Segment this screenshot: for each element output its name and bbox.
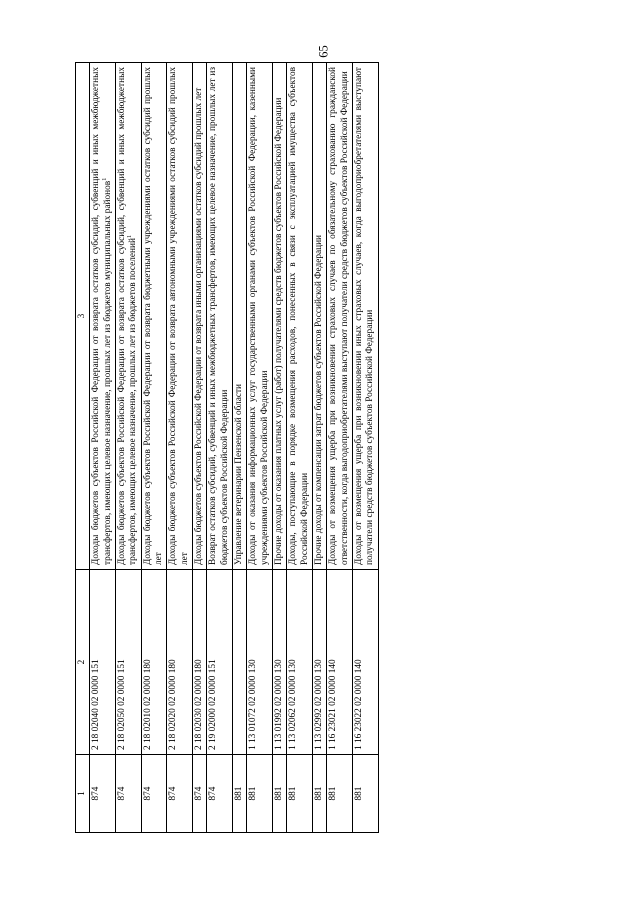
header-col-3: 3 [76,63,90,570]
header-col-2: 2 [76,570,90,755]
admin-code-cell: 881 [232,755,246,833]
table-row [247,63,273,833]
table-row [287,63,313,833]
budget-classification-code-cell: 2 18 02050 02 0000 151 [115,570,141,755]
revenue-description-text: Доходы от возмещения ущерба при возникновении страховых случаев по обязательному страхованию гражданской ответственности, когда выгодоприобретателями выступают получатели средств бюджетов субъектов Российской Федерации [328,67,350,565]
revenue-description-text: Доходы бюджетов субъектов Российской Федерации от возврата автономными учреждениями остатков субсидий прошлых лет [168,67,190,565]
table-header-row [76,63,90,833]
admin-code-cell: 881 [247,755,273,833]
table-row [272,63,286,833]
revenue-description-cell [115,63,141,570]
admin-code-cell: 881 [287,755,313,833]
budget-classification-code-cell: 1 13 01072 02 0000 130 [247,570,273,755]
budget-classification-code-cell: 2 18 02010 02 0000 180 [141,570,167,755]
admin-code-cell: 881 [312,755,326,833]
revenue-description-cell [141,63,167,570]
header-col-1: 1 [76,755,90,833]
table-row [207,63,233,833]
revenue-description-text: Управление ветеринарии Пензенской области [233,383,244,565]
budget-classification-code-cell [232,570,246,755]
budget-classification-code-cell: 1 13 01992 02 0000 130 [272,570,286,755]
revenue-description-cell [352,63,378,570]
admin-code-cell: 874 [207,755,233,833]
budget-classification-code-cell: 2 19 02000 02 0000 151 [207,570,233,755]
budget-classification-code-cell: 1 16 23021 02 0000 140 [327,570,353,755]
table-row [90,63,116,833]
table-row [167,63,193,833]
admin-code-cell: 874 [90,755,116,833]
revenue-description-text: Прочие доходы от компенсации затрат бюджетов субъектов Российской Федерации [313,234,324,565]
table-row [141,63,167,833]
revenue-description-text: Доходы от возмещения ущерба при возникновении иных страховых случаев, когда выгодоприобретателями выступают получатели средств бюджетов субъектов Российской Федерации [353,67,376,565]
footnote-mark: 1 [126,234,134,239]
admin-code-cell: 874 [115,755,141,833]
revenue-description-text: Доходы бюджетов субъектов Российской Федерации от возврата иными организациями остатков субсидий прошлых лет [193,87,204,565]
revenue-description-text: Доходы бюджетов субъектов Российской Федерации от возврата бюджетными учреждениями остатков субсидий прошлых лет [142,67,164,565]
table-row [192,63,206,833]
revenue-codes-table [75,62,379,833]
revenue-description-cell [192,63,206,570]
revenue-description-cell [287,63,313,570]
admin-code-cell: 874 [167,755,193,833]
revenue-description-text: Доходы бюджетов субъектов Российской Федерации от возврата остатков субсидий, субвенций и иных межбюджетных трансфертов, имеющих целевое назначение, прошлых лет из бюджетов поселений [116,67,139,565]
revenue-description-cell [272,63,286,570]
revenue-description-text: Возврат остатков субсидий, субвенций и иных межбюджетных трансфертов, имеющих целевое назначение, прошлых лет из бюджетов субъектов Российской Федерации [208,67,230,565]
revenue-description-cell [327,63,353,570]
table-row [232,63,246,833]
revenue-description-cell [207,63,233,570]
table-row [352,63,378,833]
revenue-description-cell [90,63,116,570]
revenue-description-cell [312,63,326,570]
revenue-description-text: Доходы от оказания информационных услуг государственными органами субъектов Российской Федерации, казенными учреждениями субъектов Российской Федерации [248,67,270,565]
revenue-description-text: Прочие доходы от оказания платных услуг (работ) получателями средств бюджетов субъектов Российской Федерации [273,97,284,565]
page-number: 65 [316,45,331,58]
table-row [327,63,353,833]
table-row [115,63,141,833]
admin-code-cell: 874 [192,755,206,833]
footnote-mark: 1 [100,177,108,181]
budget-classification-code-cell: 1 13 02992 02 0000 130 [312,570,326,755]
revenue-description-cell [167,63,193,570]
admin-code-cell: 881 [272,755,286,833]
budget-classification-code-cell: 1 16 23022 02 0000 140 [352,570,378,755]
admin-code-cell: 881 [327,755,353,833]
admin-code-cell: 881 [352,755,378,833]
revenue-description-text: Доходы, поступающие в порядке возмещения расходов, понесенных в связи с эксплуатацией имущества субъектов Российской Федерации [288,67,310,565]
budget-classification-code-cell: 2 18 02030 02 0000 180 [192,570,206,755]
revenue-description-cell [247,63,273,570]
revenue-description-cell [232,63,246,570]
admin-code-cell: 874 [141,755,167,833]
revenue-description-text: Доходы бюджетов субъектов Российской Федерации от возврата остатков субсидий, субвенций и иных межбюджетных трансфертов, имеющих целевое назначение, прошлых лет из бюджетов муниципальных районов [91,67,113,565]
budget-classification-code-cell: 2 18 02040 02 0000 151 [90,570,116,755]
budget-classification-code-cell: 1 13 02062 02 0000 130 [287,570,313,755]
table-row [312,63,326,833]
budget-classification-code-cell: 2 18 02020 02 0000 180 [167,570,193,755]
